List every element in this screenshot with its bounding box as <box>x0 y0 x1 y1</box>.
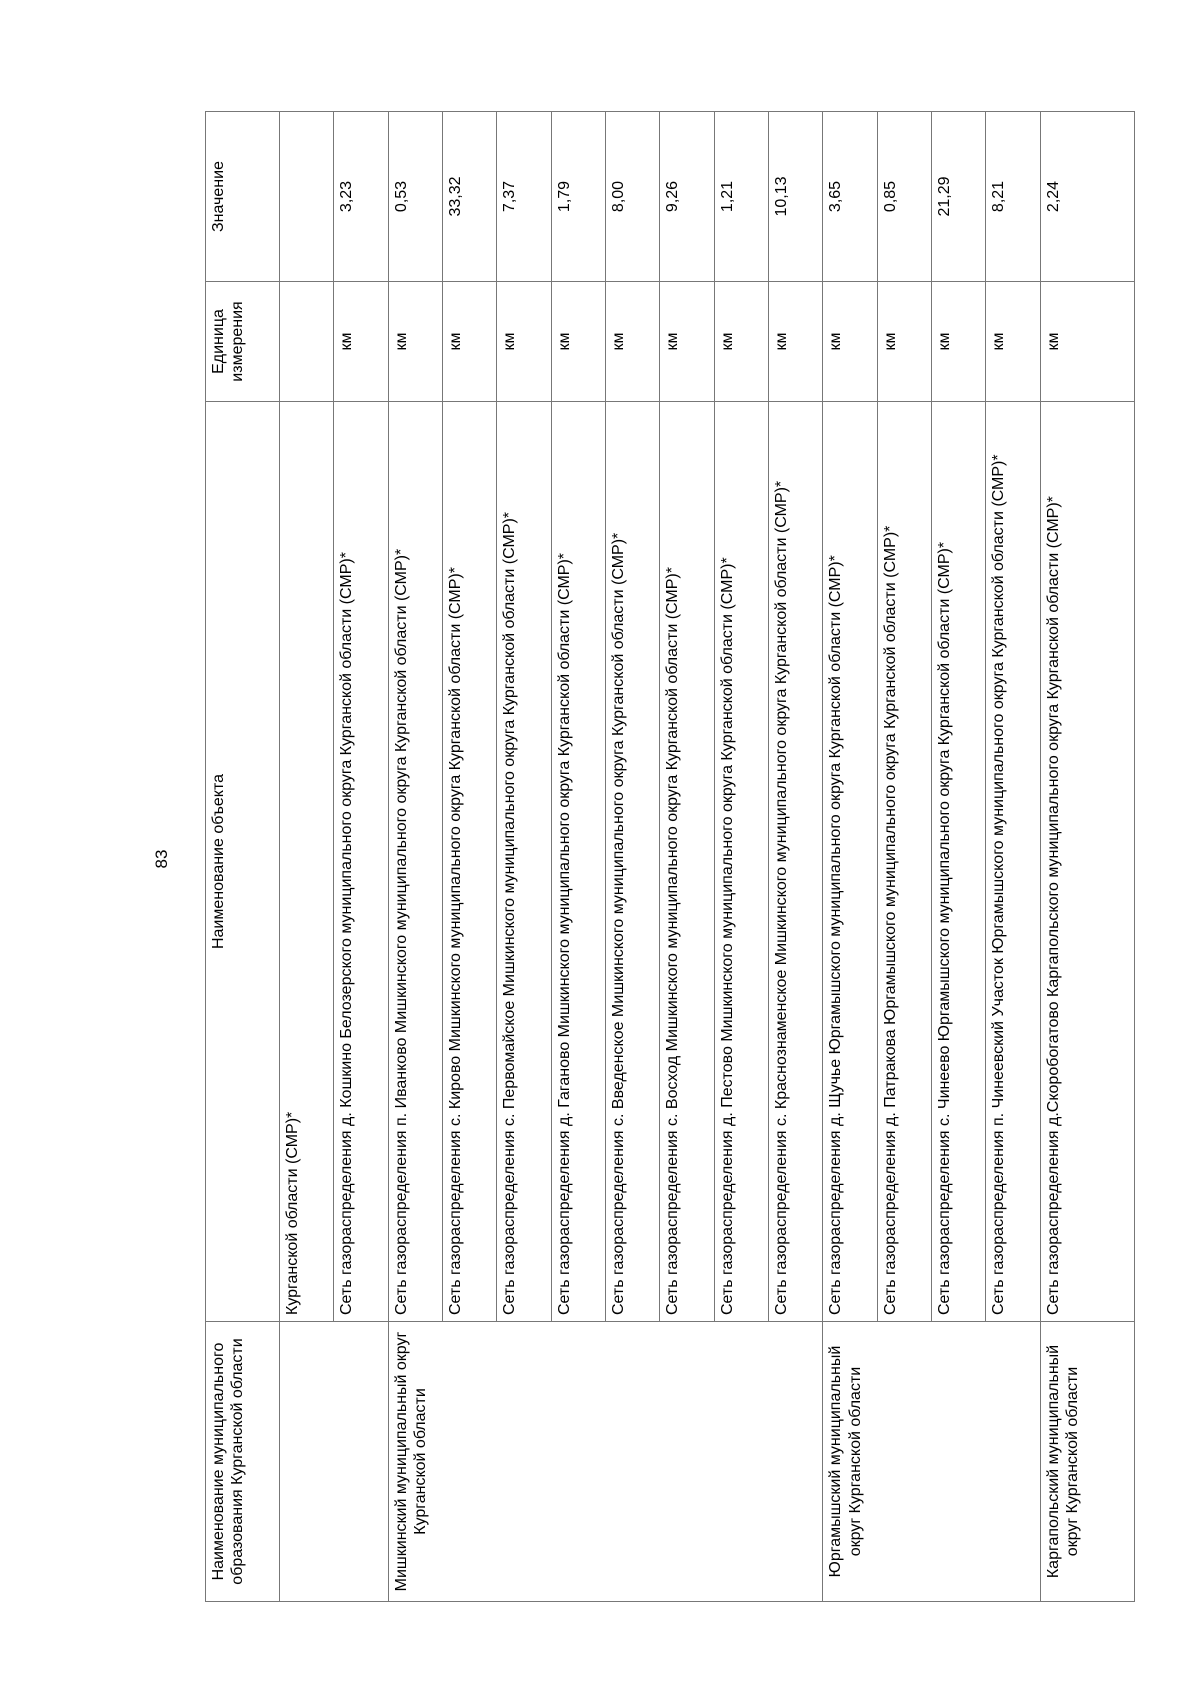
municipality-cell: Каргапольский муниципальный округ Курганской области <box>1040 1322 1134 1602</box>
object-cell: Сеть газораспределения д. Пестово Мишкинского муниципального округа Курганской области (СМР)* <box>714 402 768 1322</box>
value-cell: 7,37 <box>497 112 551 282</box>
object-cell: Сеть газораспределения с. Введенское Мишкинского муниципального округа Курганской области (СМР)* <box>606 402 660 1322</box>
data-table <box>205 111 1135 1602</box>
table-row <box>1040 112 1134 1602</box>
unit-cell: км <box>986 282 1040 402</box>
object-cell: Сеть газораспределения д. Кошкино Белозерского муниципального округа Курганской области (СМР)* <box>334 402 388 1322</box>
unit-cell: км <box>1040 282 1134 402</box>
value-cell: 2,24 <box>1040 112 1134 282</box>
page-number: 83 <box>152 849 171 869</box>
header-unit: Единица измерения <box>206 282 280 402</box>
unit-cell: км <box>714 282 768 402</box>
value-cell: 1,21 <box>714 112 768 282</box>
object-cell: Курганской области (СМР)* <box>280 402 334 1322</box>
unit-cell: км <box>388 282 442 402</box>
header-object: Наименование объекта <box>206 402 280 1322</box>
municipality-cell: Мишкинский муниципальный округ Курганской области <box>388 1322 823 1602</box>
municipality-cell: Юргамышский муниципальный округ Курганской области <box>823 1322 1040 1602</box>
unit-cell <box>280 282 334 402</box>
object-cell: Сеть газораспределения д. Патракова Юргамышского муниципального округа Курганской области (СМР)* <box>877 402 931 1322</box>
unit-cell: км <box>606 282 660 402</box>
value-cell: 21,29 <box>932 112 986 282</box>
unit-cell: км <box>497 282 551 402</box>
unit-cell: км <box>877 282 931 402</box>
table-row <box>823 112 877 1602</box>
value-cell: 3,23 <box>334 112 388 282</box>
value-cell <box>280 112 334 282</box>
object-cell: Сеть газораспределения п. Иванково Мишкинского муниципального округа Курганской области (СМР)* <box>388 402 442 1322</box>
object-cell: Сеть газораспределения п. Чинеевский Участок Юргамышского муниципального округа Курганской области (СМР)* <box>986 402 1040 1322</box>
object-cell: Сеть газораспределения с. Чинеево Юргамышского муниципального округа Курганской области (СМР)* <box>932 402 986 1322</box>
object-cell: Сеть газораспределения с. Первомайское Мишкинского муниципального округа Курганской области (СМР)* <box>497 402 551 1322</box>
object-cell: Сеть газораспределения с. Кирово Мишкинского муниципального округа Курганской области (СМР)* <box>443 402 497 1322</box>
unit-cell: км <box>443 282 497 402</box>
unit-cell: км <box>551 282 605 402</box>
header-value: Значение <box>206 112 280 282</box>
object-cell: Сеть газораспределения д. Гаганово Мишкинского муниципального округа Курганской области (СМР)* <box>551 402 605 1322</box>
value-cell: 1,79 <box>551 112 605 282</box>
object-cell: Сеть газораспределения д.Скоробогатово Каргапольского муниципального округа Курганской области (СМР)* <box>1040 402 1134 1322</box>
object-cell: Сеть газораспределения с. Восход Мишкинского муниципального округа Курганской области (СМР)* <box>660 402 714 1322</box>
value-cell: 3,65 <box>823 112 877 282</box>
table-row <box>280 112 334 1602</box>
value-cell: 8,00 <box>606 112 660 282</box>
table-row <box>388 112 442 1602</box>
object-cell: Сеть газораспределения с. Краснознаменское Мишкинского муниципального округа Курганской области (СМР)* <box>769 402 823 1322</box>
value-cell: 0,53 <box>388 112 442 282</box>
unit-cell: км <box>932 282 986 402</box>
unit-cell: км <box>823 282 877 402</box>
unit-cell: км <box>660 282 714 402</box>
object-cell: Сеть газораспределения д. Щучье Юргамышского муниципального округа Курганской области (СМР)* <box>823 402 877 1322</box>
value-cell: 8,21 <box>986 112 1040 282</box>
value-cell: 0,85 <box>877 112 931 282</box>
table-body <box>280 112 1135 1602</box>
header-municipality: Наименование муниципального образования Курганской области <box>206 1322 280 1602</box>
rotated-table-wrapper <box>205 112 1135 1602</box>
municipality-cell <box>280 1322 389 1602</box>
table-header-row <box>206 112 280 1602</box>
value-cell: 10,13 <box>769 112 823 282</box>
value-cell: 33,32 <box>443 112 497 282</box>
unit-cell: км <box>334 282 388 402</box>
unit-cell: км <box>769 282 823 402</box>
value-cell: 9,26 <box>660 112 714 282</box>
